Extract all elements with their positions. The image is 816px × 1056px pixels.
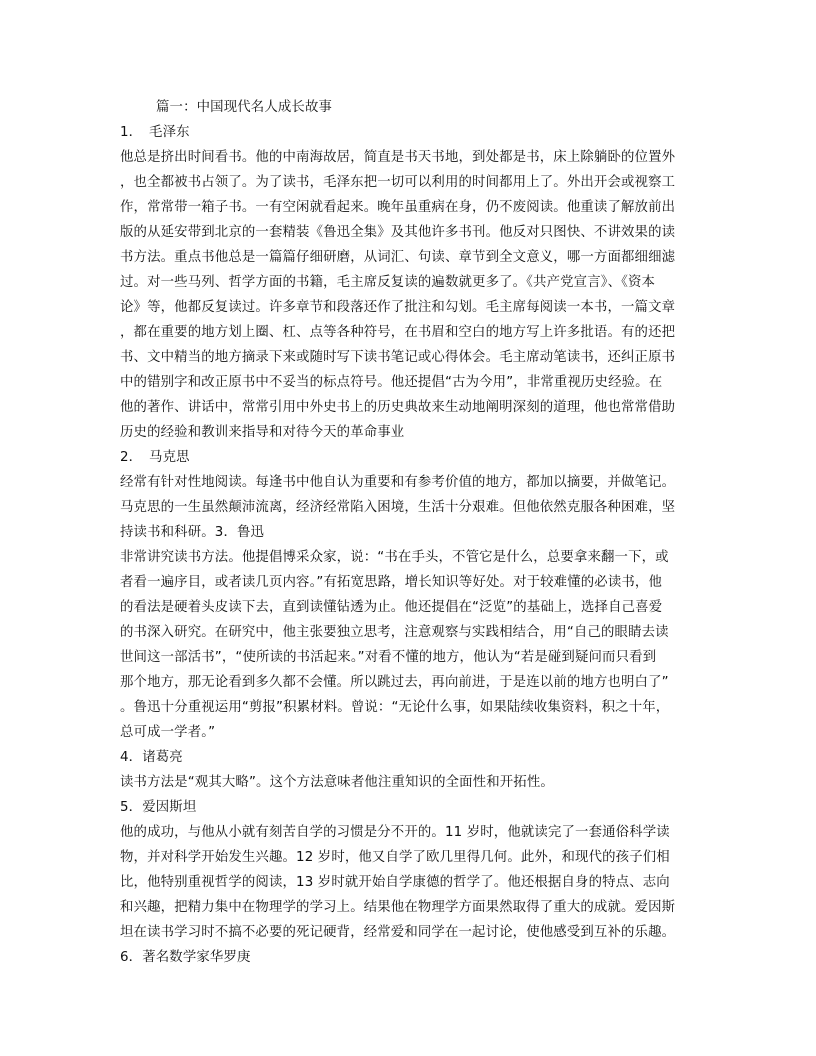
paragraph-line: 世间这一部活书”，“使所读的书活起来。”对看不懂的地方，他认为“若是碰到疑问而只看到 bbox=[120, 650, 657, 665]
document-title: 篇一：中国现代名人成长故事 bbox=[156, 100, 333, 115]
section-heading: 4．诸葛亮 bbox=[120, 750, 183, 765]
paragraph-line: ，都在重要的地方划上圈、杠、点等各种符号，在书眉和空白的地方写上许多批语。有的还把 bbox=[120, 325, 676, 340]
paragraph-line: 的看法是硬着头皮读下去，直到读懂钻透为止。他还提倡在“泛览”的基础上，选择自己喜爱 bbox=[120, 600, 663, 615]
paragraph-line: 历史的经验和教训来指导和对待今天的革命事业 bbox=[120, 425, 405, 440]
section-heading: 6．著名数学家华罗庚 bbox=[120, 950, 251, 965]
paragraph-line: 坦在读书学习时不搞不必要的死记硬背，经常爱和同学在一起讨论，使他感受到互补的乐趣。 bbox=[120, 925, 676, 940]
paragraph-line: 马克思的一生虽然颠沛流离，经济经常陷入困境，生活十分艰难。但他依然克服各种困难，坚 bbox=[120, 500, 676, 515]
paragraph-line: 他的著作、讲话中，常常引用中外史书上的历史典故来生动地阐明深刻的道理，他也常常借助 bbox=[120, 400, 676, 415]
paragraph-line: 他的成功，与他从小就有刻苦自学的习惯是分不开的。11 岁时，他就读完了一套通俗科学读 bbox=[120, 825, 670, 840]
paragraph-line: 那个地方，那无论看到多久都不会懂。所以跳过去，再向前进，于是连以前的地方也明白了” bbox=[120, 675, 669, 690]
paragraph-line: 持读书和科研。3．鲁迅 bbox=[120, 525, 265, 540]
paragraph-line: 总可成一学者。” bbox=[120, 725, 216, 740]
paragraph-line: 者看一遍序目，或者读几页内容。”有拓宽思路，增长知识等好处。对于较难懂的必读书，他 bbox=[120, 575, 663, 590]
paragraph-line: 他总是挤出时间看书。他的中南海故居，简直是书天书地，到处都是书，床上除躺卧的位置外 bbox=[120, 150, 676, 165]
section-heading: 5．爱因斯坦 bbox=[120, 800, 197, 815]
section-heading: 2． 马克思 bbox=[120, 450, 190, 465]
paragraph-line: 中的错别字和改正原书中不妥当的标点符号。他还提倡“古为今用”，非常重视历史经验。在 bbox=[120, 375, 663, 390]
paragraph-line: 过。对一些马列、哲学方面的书籍，毛主席反复读的遍数就更多了。《共产党宣言》、《资本 bbox=[120, 275, 656, 290]
paragraph-line: 作，常常带一箱子书。一有空闲就看起来。晚年虽重病在身，仍不废阅读。他重读了解放前出 bbox=[120, 200, 676, 215]
paragraph-line: 书方法。重点书他总是一篇篇仔细研磨，从词汇、句读、章节到全文意义，哪一方面都细细滤 bbox=[120, 250, 676, 265]
paragraph-line: 论》等，他都反复读过。许多章节和段落还作了批注和勾划。毛主席每阅读一本书，一篇文章 bbox=[120, 300, 676, 315]
paragraph-line: ，也全都被书占领了。为了读书，毛泽东把一切可以利用的时间都用上了。外出开会或视察工 bbox=[120, 175, 676, 190]
paragraph-line: 比，他特别重视哲学的阅读，13 岁时就开始自学康德的哲学了。他还根据自身的特点、志向 bbox=[120, 875, 670, 890]
paragraph-line: 读书方法是“观其大略”。这个方法意味者他注重知识的全面性和开拓性。 bbox=[120, 775, 554, 790]
paragraph-line: 版的从延安带到北京的一套精装《鲁迅全集》及其他许多书刊。他反对只图快、不讲效果的读 bbox=[120, 225, 676, 240]
paragraph-line: 。鲁迅十分重视运用“剪报”积累材料。曾说：“无论什么事，如果陆续收集资料，积之十年， bbox=[120, 700, 670, 715]
section-heading: 1． 毛泽东 bbox=[120, 125, 190, 140]
paragraph-line: 经常有针对性地阅读。每逢书中他自认为重要和有参考价值的地方，都加以摘要，并做笔记。 bbox=[120, 475, 676, 490]
paragraph-line: 物，并对科学开始发生兴趣。12 岁时，他又自学了欧几里得几何。此外，和现代的孩子们相 bbox=[120, 850, 670, 865]
paragraph-line: 非常讲究读书方法。他提倡博采众家，说：“书在手头，不管它是什么，总要拿来翻一下，或 bbox=[120, 550, 669, 565]
paragraph-line: 书、文中精当的地方摘录下来或随时写下读书笔记或心得体会。毛主席动笔读书，还纠正原书 bbox=[120, 350, 676, 365]
paragraph-line: 和兴趣，把精力集中在物理学的学习上。结果他在物理学方面果然取得了重大的成就。爱因斯 bbox=[120, 900, 676, 915]
paragraph-line: 的书深入研究。在研究中，他主张要独立思考，注意观察与实践相结合，用“自己的眼睛去读 bbox=[120, 625, 669, 640]
